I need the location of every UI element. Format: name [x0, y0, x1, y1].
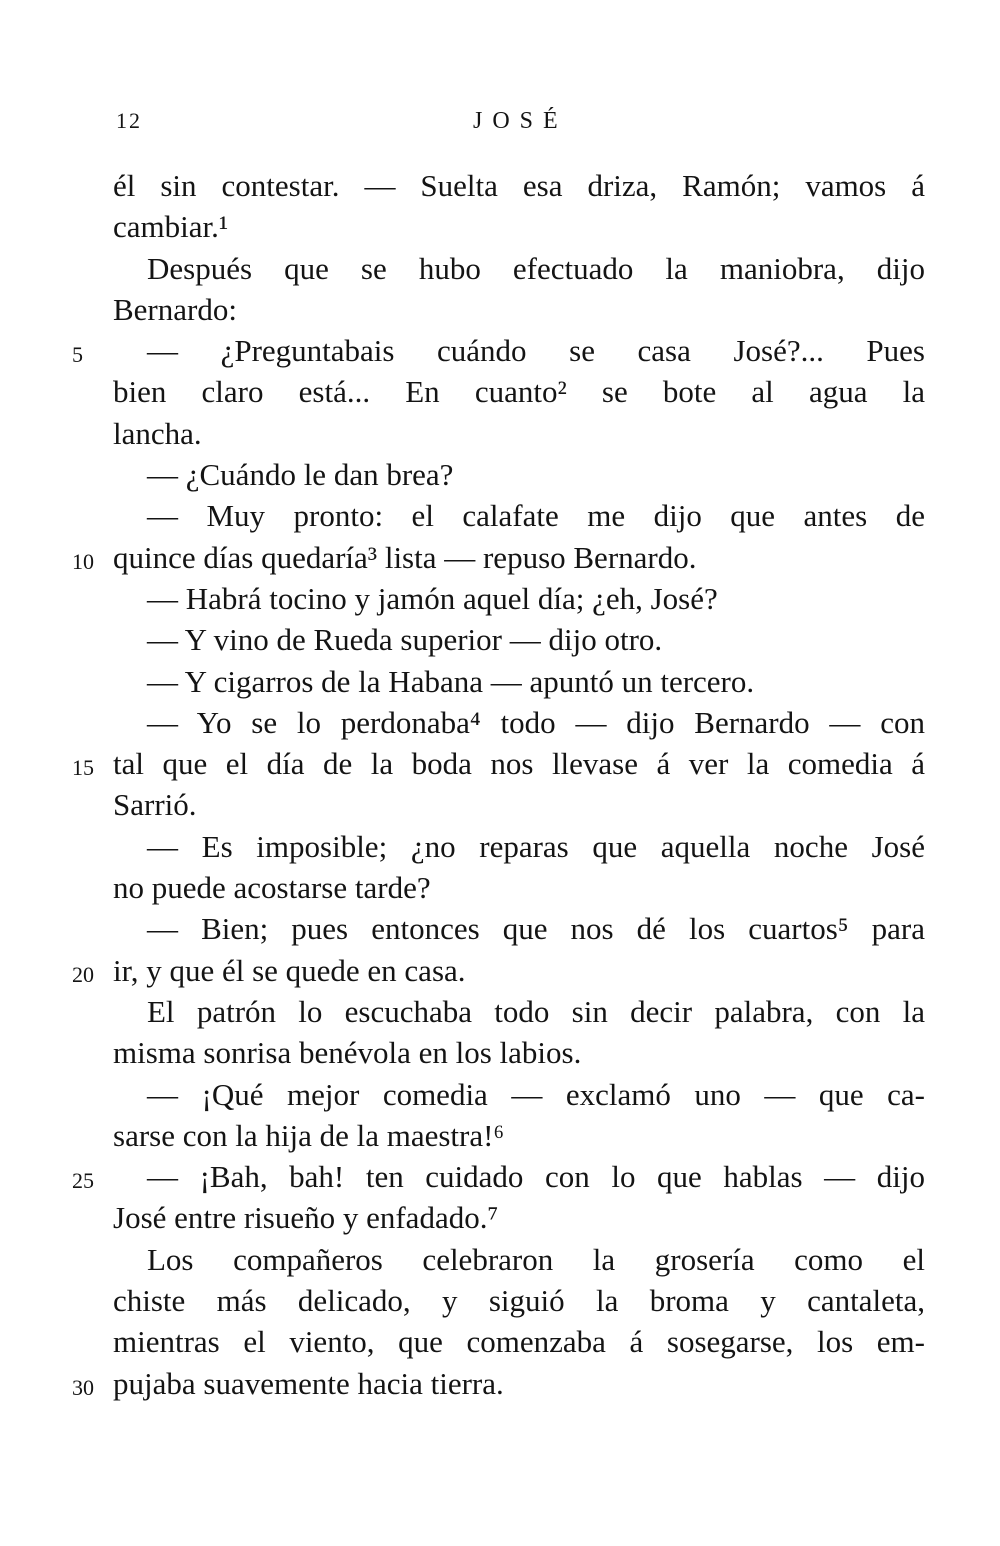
text-line	[0, 743, 1000, 784]
line-text: — Bien; pues entonces que nos dé los cuartos⁵ para	[147, 911, 925, 947]
line-text: — Y vino de Rueda superior — dijo otro.	[147, 622, 663, 658]
line-text: El patrón lo escuchaba todo sin decir palabra, con la	[147, 993, 925, 1029]
text-line	[0, 1197, 1000, 1238]
text-line	[0, 1074, 1000, 1115]
line-text: Bernardo:	[113, 291, 237, 327]
line-text: no puede acostarse tarde?	[113, 870, 431, 906]
text-line	[0, 1280, 1000, 1321]
text-line	[0, 784, 1000, 825]
running-header	[0, 108, 1000, 148]
line-text: quince días quedaría³ lista — repuso Bernardo.	[113, 539, 697, 575]
text-line	[0, 1239, 1000, 1280]
text-line	[0, 1363, 1000, 1404]
page-number: 12	[116, 108, 142, 133]
line-text: chiste más delicado, y siguió la broma y cantaleta,	[113, 1283, 925, 1319]
line-text: lancha.	[113, 415, 202, 451]
line-text: — Habrá tocino y jamón aquel día; ¿eh, José?	[147, 580, 718, 616]
line-text: — Yo se lo perdonaba⁴ todo — dijo Bernardo — con	[147, 704, 925, 740]
line-text: José entre risueño y enfadado.⁷	[113, 1200, 499, 1236]
text-line	[0, 537, 1000, 578]
line-number: 20	[72, 961, 94, 987]
line-number: 15	[72, 755, 94, 781]
line-text: Después que se hubo efectuado la maniobra, dijo	[147, 250, 925, 286]
text-line	[0, 1321, 1000, 1362]
line-text: — ¿Preguntabais cuándo se casa José?... Pues	[147, 333, 925, 369]
text-line	[0, 702, 1000, 743]
line-text: — Y cigarros de la Habana — apuntó un tercero.	[147, 663, 755, 699]
text-line	[0, 495, 1000, 536]
text-line	[0, 330, 1000, 371]
line-text: pujaba suavemente hacia tierra.	[113, 1365, 504, 1401]
text-line	[0, 454, 1000, 495]
line-text: ir, y que él se quede en casa.	[113, 952, 466, 988]
line-text: él sin contestar. — Suelta esa driza, Ramón; vamos á	[113, 168, 925, 203]
line-text: Sarrió.	[113, 787, 197, 823]
line-text: sarse con la hija de la maestra!⁶	[113, 1117, 505, 1153]
line-text: — ¡Qué mejor comedia — exclamó uno — que ca-	[147, 1076, 925, 1112]
text-line	[0, 578, 1000, 619]
line-text: — Es imposible; ¿no reparas que aquella noche José	[147, 828, 925, 864]
text-line	[0, 661, 1000, 702]
text-line	[0, 289, 1000, 330]
line-text: — ¡Bah, bah! ten cuidado con lo que hablas — dijo	[147, 1159, 925, 1195]
line-text: mientras el viento, que comenzaba á sosegarse, los em-	[113, 1324, 925, 1360]
line-number: 25	[72, 1168, 94, 1194]
text-line	[0, 908, 1000, 949]
text-line	[0, 165, 1000, 206]
line-number: 30	[72, 1374, 94, 1400]
text-line	[0, 248, 1000, 289]
text-line	[0, 826, 1000, 867]
line-text: bien claro está... En cuanto² se bote al agua la	[113, 374, 925, 410]
text-line	[0, 991, 1000, 1032]
line-text: misma sonrisa benévola en los labios.	[113, 1035, 582, 1071]
running-title: JOSÉ	[473, 108, 568, 134]
text-line	[0, 413, 1000, 454]
text-line	[0, 619, 1000, 660]
text-line	[0, 1115, 1000, 1156]
text-line	[0, 1032, 1000, 1073]
line-number: 10	[72, 548, 94, 574]
text-line	[0, 867, 1000, 908]
text-line	[0, 371, 1000, 412]
line-text: tal que el día de la boda nos llevase á ver la comedia á	[113, 746, 925, 782]
line-number: 5	[72, 342, 83, 368]
line-text: Los compañeros celebraron la grosería como el	[147, 1241, 925, 1277]
text-line	[0, 950, 1000, 991]
line-text: cambiar.¹	[113, 209, 229, 245]
body-text	[0, 165, 1000, 1404]
line-text: — ¿Cuándo le dan brea?	[147, 457, 454, 493]
text-line	[0, 1156, 1000, 1197]
line-text: — Muy pronto: el calafate me dijo que antes de	[147, 498, 925, 534]
text-line	[0, 206, 1000, 247]
